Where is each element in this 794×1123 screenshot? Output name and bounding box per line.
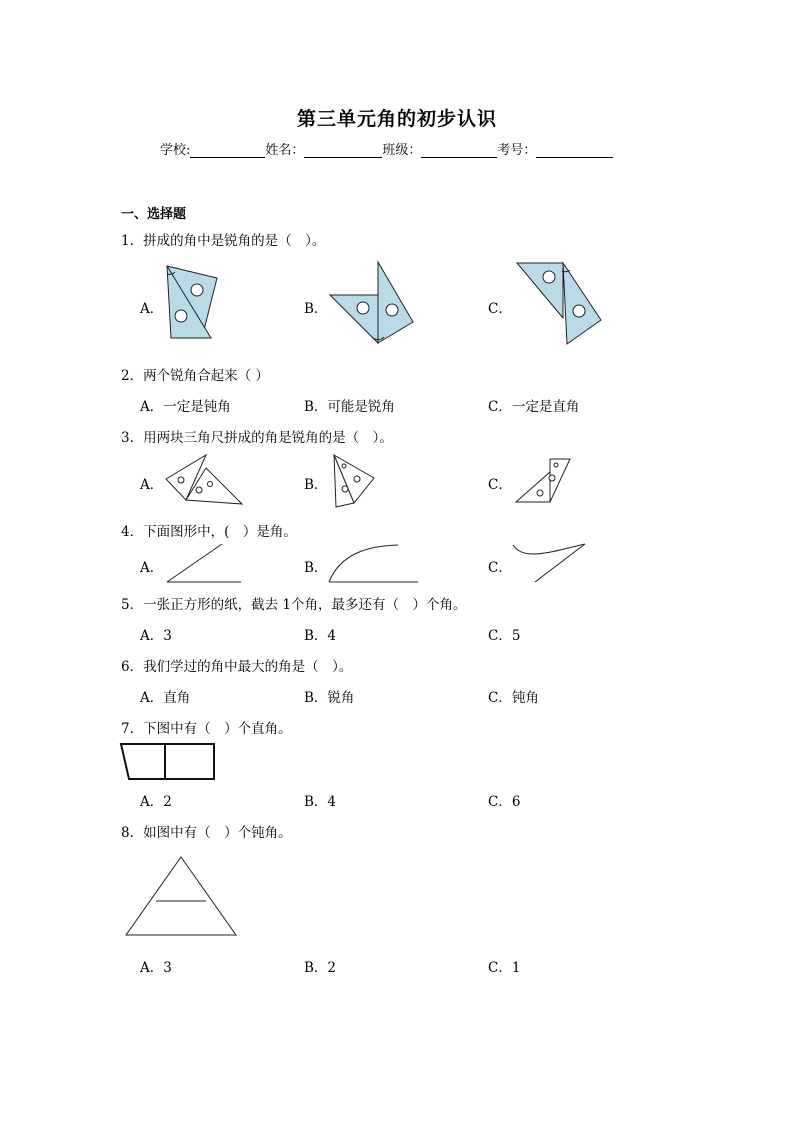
- q7-option-b[interactable]: B．4: [304, 794, 337, 810]
- question-6: 6．我们学过的角中最大的角是（ ）。: [121, 659, 353, 675]
- q3-option-b[interactable]: B．: [304, 477, 328, 493]
- q2-option-a[interactable]: A．一定是钝角: [140, 399, 231, 415]
- question-2: 2．两个锐角合起来（ ）: [121, 368, 269, 384]
- question-5: 5．一张正方形的纸，截去 1个角，最多还有（ ）个角。: [121, 597, 467, 613]
- section-heading: 一、选择题: [121, 207, 187, 222]
- q4-option-c[interactable]: C．: [488, 560, 512, 576]
- name-label: 姓名：: [265, 143, 305, 158]
- q8-option-b[interactable]: B．2: [304, 960, 337, 976]
- q4-option-a[interactable]: A．: [140, 560, 164, 576]
- class-label: 班级：: [382, 143, 422, 158]
- q5-option-c[interactable]: C．5: [488, 628, 521, 644]
- q4-option-b[interactable]: B．: [304, 560, 328, 576]
- q6-option-b[interactable]: B．锐角: [304, 690, 355, 706]
- q5-option-a[interactable]: A．3: [140, 628, 172, 644]
- q1-option-b[interactable]: B．: [304, 301, 328, 317]
- question-1: 1．拼成的角中是锐角的是（ ）。: [121, 233, 326, 249]
- question-7: 7．下图中有（ ）个直角。: [121, 721, 292, 737]
- q3-option-c[interactable]: C．: [488, 477, 512, 493]
- q5-option-b[interactable]: B．4: [304, 628, 337, 644]
- q1-option-a[interactable]: A．: [140, 301, 164, 317]
- q3-option-a[interactable]: A．: [140, 477, 164, 493]
- question-8: 8．如图中有（ ）个钝角。: [121, 825, 292, 841]
- q1-option-c[interactable]: C．: [488, 301, 512, 317]
- q7-option-c[interactable]: C．6: [488, 794, 521, 810]
- q8-option-a[interactable]: A．3: [140, 960, 172, 976]
- q8-option-c[interactable]: C．1: [488, 960, 521, 976]
- q2-option-c[interactable]: C．一定是直角: [488, 399, 580, 415]
- q7-option-a[interactable]: A．2: [140, 794, 172, 810]
- question-4: 4．下面图形中，( ）是角。: [121, 524, 297, 540]
- page-title: 第三单元角的初步认识: [296, 108, 497, 130]
- exam-number-label: 考号：: [497, 143, 537, 158]
- question-3: 3．用两块三角尺拼成的角是锐角的是（ ）。: [121, 430, 393, 446]
- q6-option-c[interactable]: C．钝角: [488, 690, 539, 706]
- school-label: 学校:: [160, 143, 191, 158]
- q6-option-a[interactable]: A．直角: [140, 690, 191, 706]
- q2-option-b[interactable]: B．可能是锐角: [304, 399, 395, 415]
